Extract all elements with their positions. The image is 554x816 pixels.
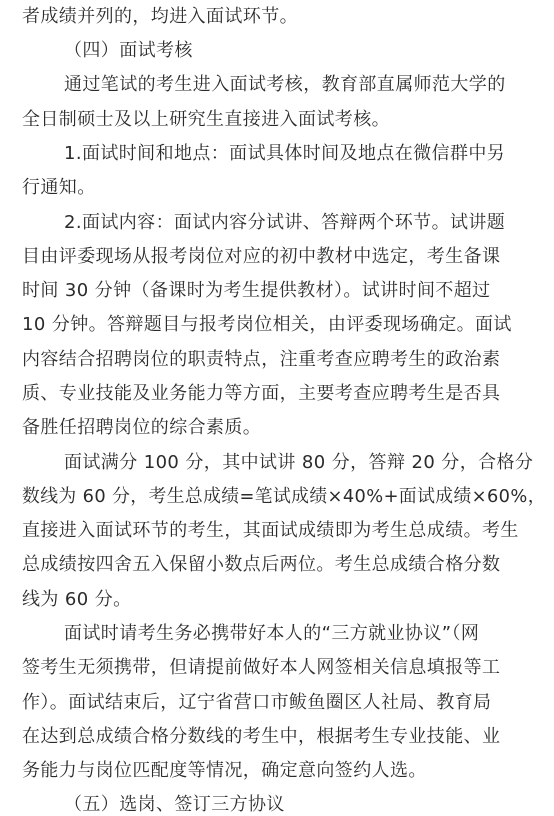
text-line: 面试满分 100 分，其中试讲 80 分，答辩 20 分，合格分 [64,452,534,473]
text-line: 1.面试时间和地点：面试具体时间及地点在微信群中另 [64,143,506,164]
text-line: 总成绩按四舍五入保留小数点后两位。考生总成绩合格分数 [22,554,501,575]
text-line: 目由评委现场从报考岗位对应的初中教材中选定，考生备课 [22,246,501,267]
text-line: 面试时请考生务必携带好本人的“三方就业协议”（网 [64,623,480,644]
text-line: 行通知。 [22,177,96,198]
text-line: 在达到总成绩合格分数线的考生中，根据考生专业技能、业 [22,726,501,747]
text-line: 签考生无须携带，但请提前做好本人网签相关信息填报等工 [22,657,501,678]
text-line: 时间 30 分钟（备课时为考生提供教材）。试讲时间不超过 [22,280,491,301]
section-heading-contract: （五）选岗、签订三方协议 [64,794,285,815]
text-line: 直接进入面试环节的考生，其面试成绩即为考生总成绩。考生 [22,520,519,541]
text-line: 备胜任招聘岗位的综合素质。 [22,417,262,438]
text-line: 10 分钟。答辩题目与报考岗位相关，由评委现场确定。面试 [22,314,512,335]
text-line: 通过笔试的考生进入面试考核，教育部直属师范大学的 [64,74,506,95]
text-line: 务能力与岗位匹配度等情况，确定意向签约人选。 [22,760,427,781]
text-line: 全日制硕士及以上研究生直接进入面试考核。 [22,109,390,130]
text-line: 线为 60 分。 [22,589,132,610]
text-line: 作）。面试结束后，辽宁省营口市鲅鱼圈区人社局、教育局 [22,692,492,713]
text-line: 质、专业技能及业务能力等方面，主要考查应聘考生是否具 [22,383,501,404]
text-line: 者成绩并列的，均进入面试环节。 [22,6,298,27]
text-line: 内容结合招聘岗位的职责特点，注重考查应聘考生的政治素 [22,349,501,370]
text-line: 数线为 60 分，考生总成绩=笔试成绩×40%+面试成绩×60%， [22,486,546,507]
section-heading-interview: （四）面试考核 [64,40,193,61]
text-line: 2.面试内容：面试内容分试讲、答辩两个环节。试讲题 [64,212,506,233]
